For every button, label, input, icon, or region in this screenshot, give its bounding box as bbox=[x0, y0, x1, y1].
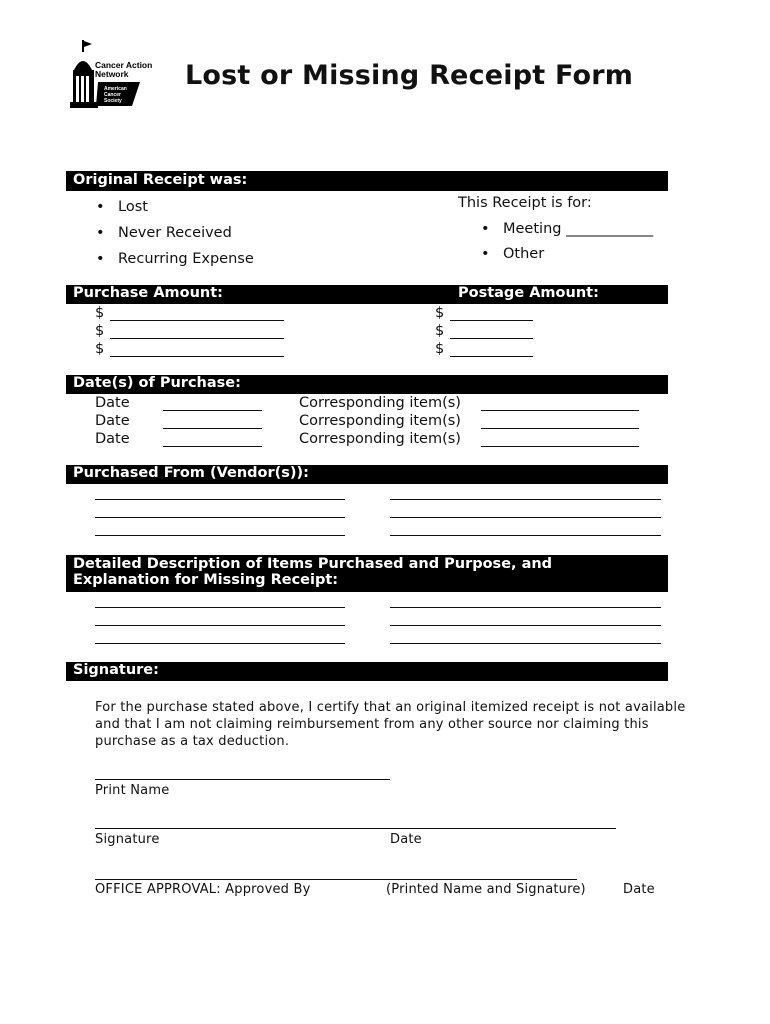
certification-statement: purchase as a tax deduction. bbox=[95, 734, 290, 749]
svg-text:Society: Society bbox=[104, 98, 122, 104]
option-meeting[interactable]: • Meeting ____________ bbox=[503, 221, 653, 237]
currency-symbol: $ bbox=[95, 305, 105, 321]
print-name-field[interactable] bbox=[95, 779, 390, 780]
svg-text:Cancer Action: Cancer Action bbox=[95, 60, 153, 70]
vendor-heading: Purchased From (Vendor(s)): bbox=[66, 465, 668, 484]
certification-statement: and that I am not claiming reimbursement from any other source nor claiming this bbox=[95, 717, 649, 732]
vendor-field[interactable] bbox=[95, 499, 345, 500]
option-never-received[interactable]: • Never Received bbox=[118, 225, 232, 241]
printed-name-signature-label: (Printed Name and Signature) bbox=[386, 882, 586, 897]
postage-amount-field[interactable] bbox=[450, 320, 533, 321]
description-heading: Detailed Description of Items Purchased and Purpose, and Explanation for Missing Receipt: bbox=[66, 555, 668, 592]
organization-logo bbox=[70, 40, 160, 110]
item-field[interactable] bbox=[481, 446, 639, 447]
description-field[interactable] bbox=[390, 607, 661, 608]
purchase-amount-field[interactable] bbox=[110, 338, 284, 339]
vendor-field[interactable] bbox=[390, 517, 661, 518]
description-field[interactable] bbox=[390, 625, 661, 626]
item-label: Corresponding item(s) bbox=[299, 431, 461, 447]
certification-statement: For the purchase stated above, I certify that an original itemized receipt is not available bbox=[95, 700, 686, 715]
vendor-field[interactable] bbox=[95, 517, 345, 518]
description-field[interactable] bbox=[95, 607, 345, 608]
print-name-label: Print Name bbox=[95, 783, 170, 798]
currency-symbol: $ bbox=[95, 323, 105, 339]
item-label: Corresponding item(s) bbox=[299, 413, 461, 429]
item-label: Corresponding item(s) bbox=[299, 395, 461, 411]
vendor-field[interactable] bbox=[390, 499, 661, 500]
purchase-amount-field[interactable] bbox=[110, 356, 284, 357]
office-approval-field[interactable] bbox=[95, 879, 577, 880]
vendor-field[interactable] bbox=[390, 535, 661, 536]
approval-date-label: Date bbox=[623, 882, 655, 897]
page-title: Lost or Missing Receipt Form bbox=[185, 60, 634, 91]
dates-heading: Date(s) of Purchase: bbox=[66, 375, 668, 394]
svg-text:American: American bbox=[104, 86, 127, 92]
office-approval-label: OFFICE APPROVAL: Approved By bbox=[95, 882, 311, 897]
currency-symbol: $ bbox=[435, 305, 445, 321]
description-field[interactable] bbox=[95, 643, 345, 644]
signature-date-field[interactable] bbox=[95, 828, 616, 829]
purchase-amount-heading: Purchase Amount: bbox=[73, 285, 223, 301]
original-receipt-heading: Original Receipt was: bbox=[66, 171, 668, 191]
signature-heading: Signature: bbox=[66, 662, 668, 681]
postage-amount-field[interactable] bbox=[450, 356, 533, 357]
postage-amount-heading: Postage Amount: bbox=[458, 285, 599, 301]
date-field[interactable] bbox=[163, 428, 262, 429]
receipt-for-label: This Receipt is for: bbox=[458, 195, 592, 211]
item-field[interactable] bbox=[481, 428, 639, 429]
option-lost[interactable]: • Lost bbox=[118, 199, 148, 215]
purchase-amount-field[interactable] bbox=[110, 320, 284, 321]
option-other[interactable]: • Other bbox=[503, 246, 544, 262]
date-label: Date bbox=[95, 395, 130, 411]
signature-label: Signature bbox=[95, 832, 160, 847]
description-field[interactable] bbox=[390, 643, 661, 644]
description-field[interactable] bbox=[95, 625, 345, 626]
currency-symbol: $ bbox=[95, 341, 105, 357]
currency-symbol: $ bbox=[435, 323, 445, 339]
date-label: Date bbox=[95, 413, 130, 429]
item-field[interactable] bbox=[481, 410, 639, 411]
vendor-field[interactable] bbox=[95, 535, 345, 536]
option-recurring-expense[interactable]: • Recurring Expense bbox=[118, 251, 254, 267]
svg-text:Network: Network bbox=[95, 69, 129, 79]
postage-amount-field[interactable] bbox=[450, 338, 533, 339]
svg-text:Cancer: Cancer bbox=[104, 92, 121, 98]
date-label: Date bbox=[95, 431, 130, 447]
signature-date-label: Date bbox=[390, 832, 422, 847]
amounts-heading bbox=[66, 285, 668, 304]
currency-symbol: $ bbox=[435, 341, 445, 357]
date-field[interactable] bbox=[163, 410, 262, 411]
date-field[interactable] bbox=[163, 446, 262, 447]
